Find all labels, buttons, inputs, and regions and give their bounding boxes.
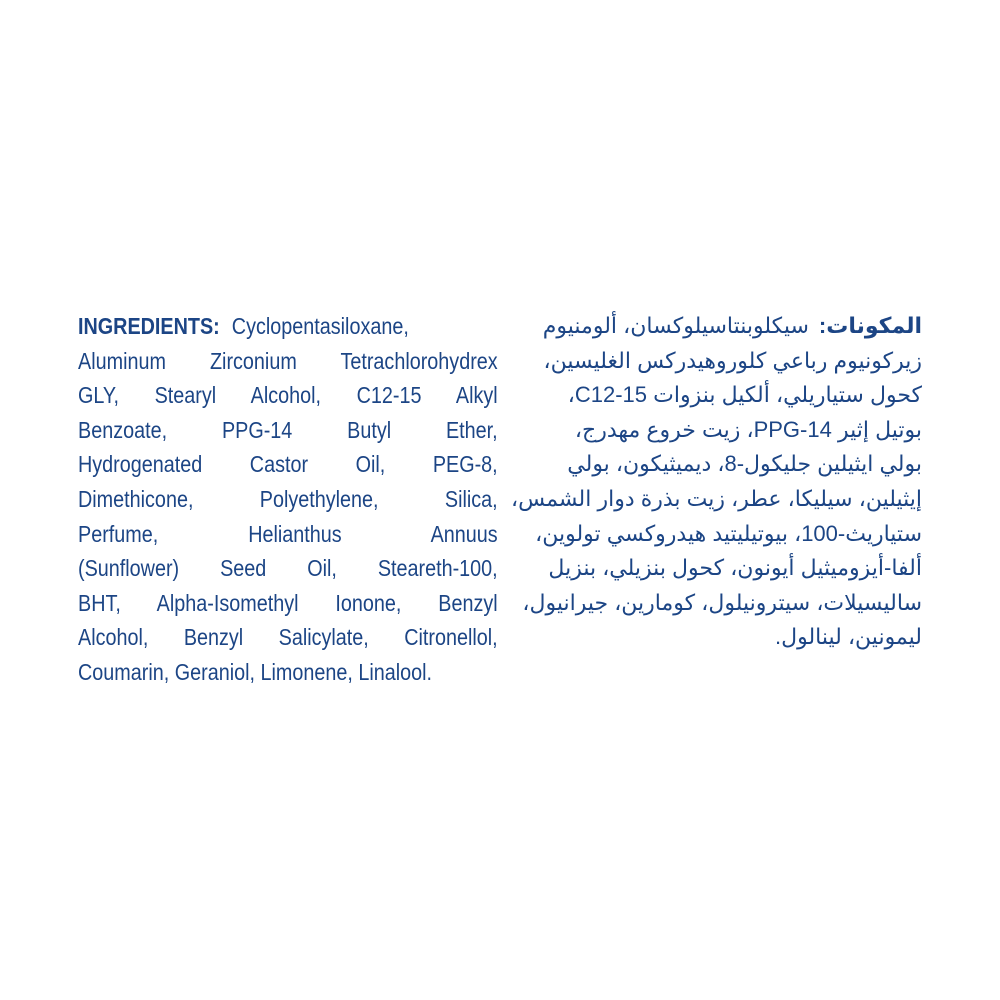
ingredient-line-ar: ألفا-أيزوميثيل أيونون، كحول بنزيلي، بنزيل	[548, 555, 922, 581]
english-ingredients	[78, 309, 498, 690]
ingredient-line-ar: بوتيل إثير PPG-14، زيت خروع مهدرج،	[574, 416, 922, 442]
ingredient-line-ar: ستياريث-100، بيوتيليتيد هيدروكسي تولوين،	[535, 520, 922, 546]
ingredient-line: Aluminum Zirconium Tetrachlorohydrex	[78, 347, 498, 374]
ingredient-line: Coumarin, Geraniol, Limonene, Linalool.	[78, 658, 433, 685]
ingredient-line: (Sunflower) Seed Oil, Steareth-100,	[78, 555, 498, 582]
ingredient-line: Alcohol, Benzyl Salicylate, Citronellol,	[78, 624, 498, 651]
ingredient-line-ar: إيثيلين، سيليكا، عطر، زيت بذرة دوار الشمس،	[511, 485, 922, 511]
arabic-ingredients	[500, 309, 922, 655]
ingredient-line-ar: ساليسيلات، سيترونيلول، كومارين، جيرانيول،	[522, 589, 922, 615]
ingredient-line-ar: كحول ستياريلي، ألكيل بنزوات C12-15،	[567, 382, 922, 408]
ingredient-line-ar: بولي ايثيلين جليكول-8، ديميثيكون، بولي	[567, 451, 922, 477]
ingredient-line: BHT, Alpha-Isomethyl Ionone, Benzyl	[78, 589, 498, 616]
ingredient-line-ar: زيركونيوم رباعي كلوروهيدركس الغليسين،	[543, 347, 922, 373]
ingredient-line: Benzoate, PPG-14 Butyl Ether,	[78, 416, 498, 443]
ingredient-line-ar: المكونات:سيكلوبنتاسيلوكسان، ألومنيوم	[542, 313, 922, 338]
ingredient-line: Dimethicone, Polyethylene, Silica,	[78, 485, 498, 512]
ingredients-heading-ar: المكونات:	[818, 313, 922, 338]
ingredient-line: Hydrogenated Castor Oil, PEG-8,	[78, 451, 498, 478]
ingredient-line: INGREDIENTS: Cyclopentasiloxane,	[78, 313, 409, 339]
ingredients-heading: INGREDIENTS:	[78, 313, 220, 339]
ingredient-line-ar: ليمونين، لينالول.	[775, 624, 922, 650]
ingredient-line: Perfume, Helianthus Annuus	[78, 520, 498, 547]
ingredient-line: GLY, Stearyl Alcohol, C12-15 Alkyl	[78, 382, 498, 409]
